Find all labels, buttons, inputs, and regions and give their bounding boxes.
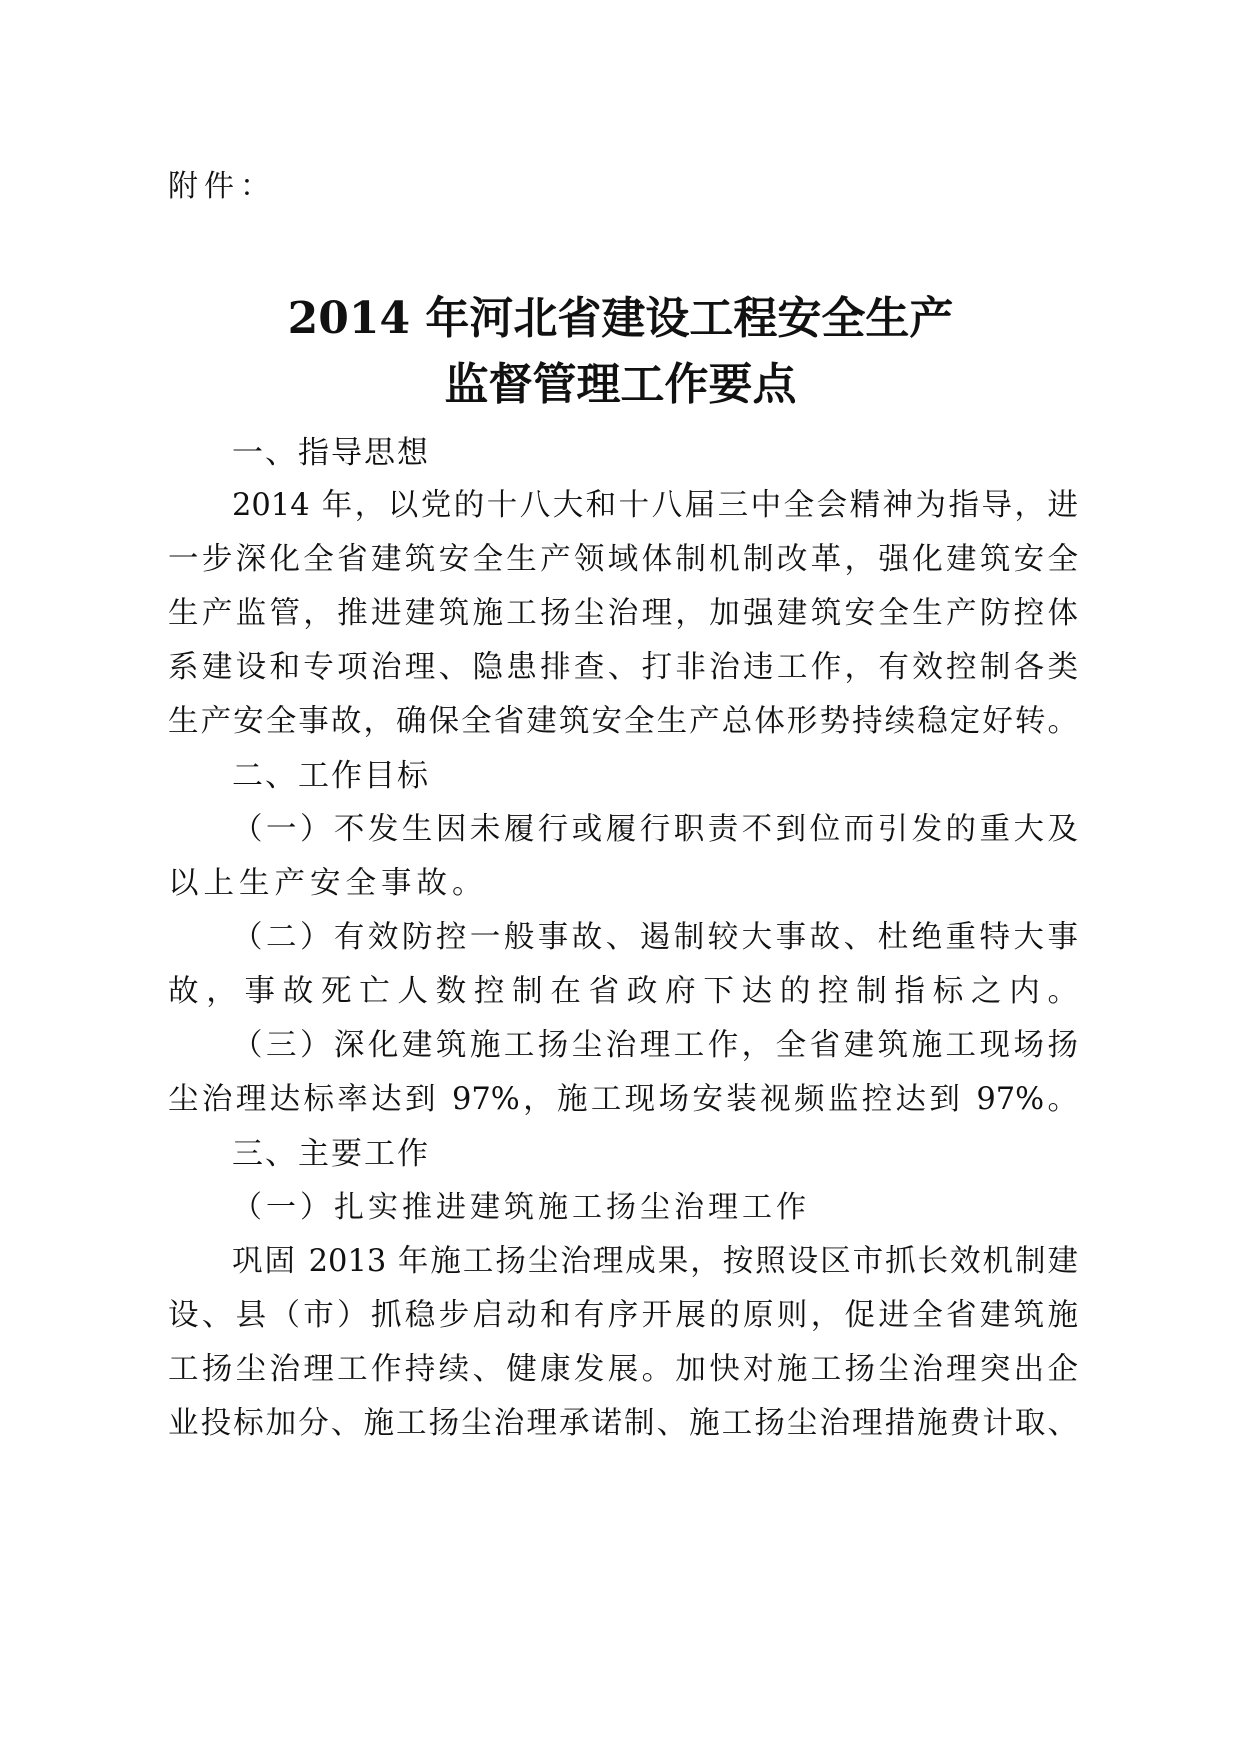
paragraph-line: 故，事故死亡人数控制在省政府下达的控制指标之内。: [168, 974, 1078, 1009]
section-heading-work-goals: 二、工作目标: [232, 758, 430, 794]
paragraph-line: 2014 年，以党的十八大和十八届三中全会精神为指导，进: [232, 488, 1078, 523]
paragraph-line: 设、县（市）抓稳步启动和有序开展的原则，促进全省建筑施: [168, 1298, 1078, 1333]
document-title-line-2: 监督管理工作要点: [444, 359, 797, 410]
section-heading-main-work: 三、主要工作: [232, 1136, 430, 1172]
document-title-line-1: 2014 年河北省建设工程安全生产: [287, 293, 954, 344]
paragraph-line: （二）有效防控一般事故、遏制较大事故、杜绝重特大事: [232, 920, 1078, 955]
paragraph-line: 业投标加分、施工扬尘治理承诺制、施工扬尘治理措施费计取、: [168, 1406, 1078, 1441]
paragraph-line: 一步深化全省建筑安全生产领域体制机制改革，强化建筑安全: [168, 542, 1078, 577]
paragraph-line: 巩固 2013 年施工扬尘治理成果，按照设区市抓长效机制建: [232, 1244, 1078, 1279]
paragraph-line: 工扬尘治理工作持续、健康发展。加快对施工扬尘治理突出企: [168, 1352, 1078, 1387]
paragraph-line: 系建设和专项治理、隐患排查、打非治违工作，有效控制各类: [168, 650, 1078, 685]
subsection-heading-dust-control: （一）扎实推进建筑施工扬尘治理工作: [232, 1190, 810, 1225]
paragraph-line: 尘治理达标率达到 97%，施工现场安装视频监控达到 97%。: [168, 1082, 1078, 1117]
paragraph-line: 生产监管，推进建筑施工扬尘治理，加强建筑安全生产防控体: [168, 596, 1078, 631]
paragraph-line: 生产安全事故，确保全省建筑安全生产总体形势持续稳定好转。: [168, 704, 1078, 739]
attachment-label: 附件：: [168, 169, 276, 204]
paragraph-line: 以上生产安全事故。: [168, 866, 488, 901]
paragraph-line: （一）不发生因未履行或履行职责不到位而引发的重大及: [232, 812, 1078, 847]
paragraph-line: （三）深化建筑施工扬尘治理工作，全省建筑施工现场扬: [232, 1028, 1078, 1063]
section-heading-guiding-ideology: 一、指导思想: [232, 435, 430, 471]
